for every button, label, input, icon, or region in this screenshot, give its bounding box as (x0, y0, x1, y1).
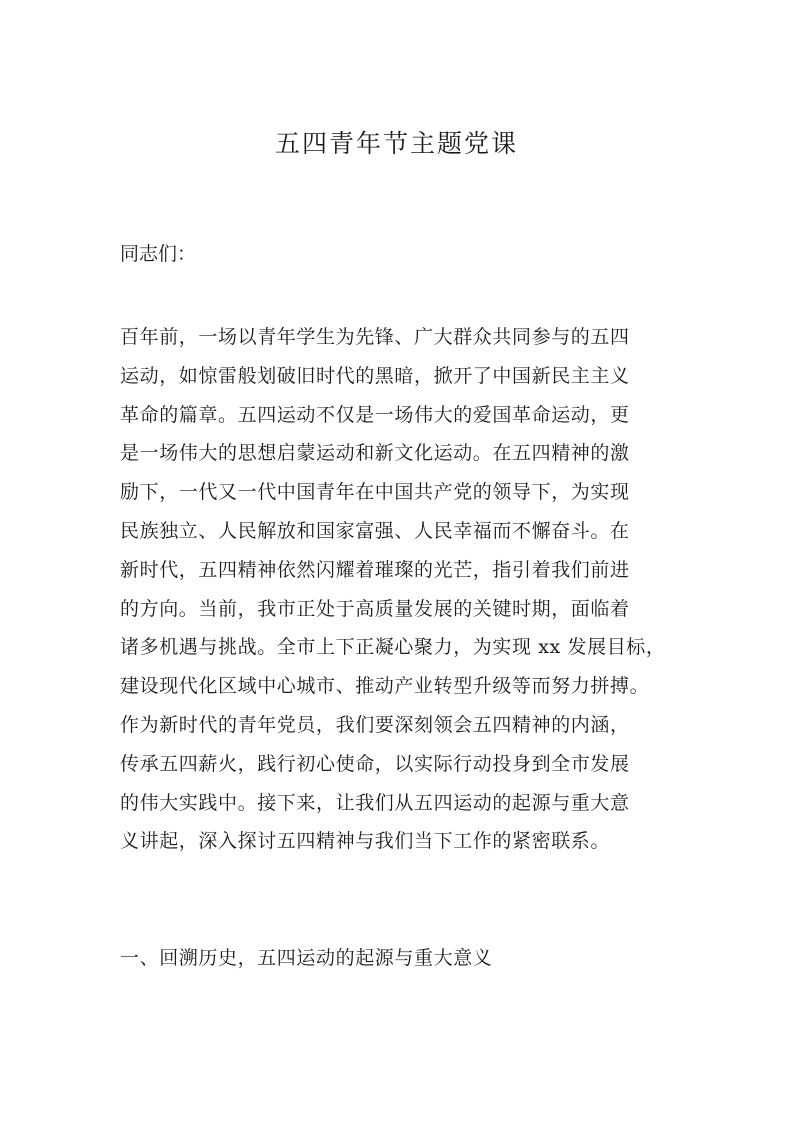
paragraph-line: 民族独立、人民解放和国家富强、人民幸福而不懈奋斗。在 (120, 519, 630, 542)
paragraph-line: 建设现代化区域中心城市、推动产业转型升级等而努力拼搏。 (120, 675, 650, 698)
paragraph-line: 革命的篇章。五四运动不仅是一场伟大的爱国革命运动，更 (120, 403, 630, 426)
paragraph-line: 义讲起，深入探讨五四精神与我们当下工作的紧密联系。 (120, 830, 611, 853)
document-title: 五四青年节主题党课 (274, 129, 518, 158)
paragraph-line: 百年前，一场以青年学生为先锋、广大群众共同参与的五四 (120, 326, 630, 348)
paragraph-line: 新时代，五四精神依然闪耀着璀璨的光芒，指引着我们前进 (120, 558, 630, 581)
salutation: 同志们： (120, 243, 197, 265)
paragraph-line: 运动，如惊雷般划破旧时代的黑暗，掀开了中国新民主主义 (120, 364, 630, 387)
paragraph-line: 传承五四薪火，践行初心使命，以实际行动投身到全市发展 (120, 752, 630, 775)
paragraph-line: 的伟大实践中。接下来，让我们从五四运动的起源与重大意 (120, 791, 630, 814)
paragraph-line: 诸多机遇与挑战。全市上下正凝心聚力，为实现 xx 发展目标， (120, 636, 666, 659)
paragraph-line: 励下，一代又一代中国青年在中国共产党的领导下，为实现 (120, 481, 630, 504)
paragraph-line: 是一场伟大的思想启蒙运动和新文化运动。在五四精神的激 (120, 442, 630, 465)
section-heading: 一、回溯历史，五四运动的起源与重大意义 (120, 947, 493, 969)
paragraph-line: 的方向。当前，我市正处于高质量发展的关键时期，面临着 (120, 597, 630, 620)
paragraph-line: 作为新时代的青年党员，我们要深刻领会五四精神的内涵， (120, 713, 630, 736)
body-paragraph (120, 318, 720, 861)
